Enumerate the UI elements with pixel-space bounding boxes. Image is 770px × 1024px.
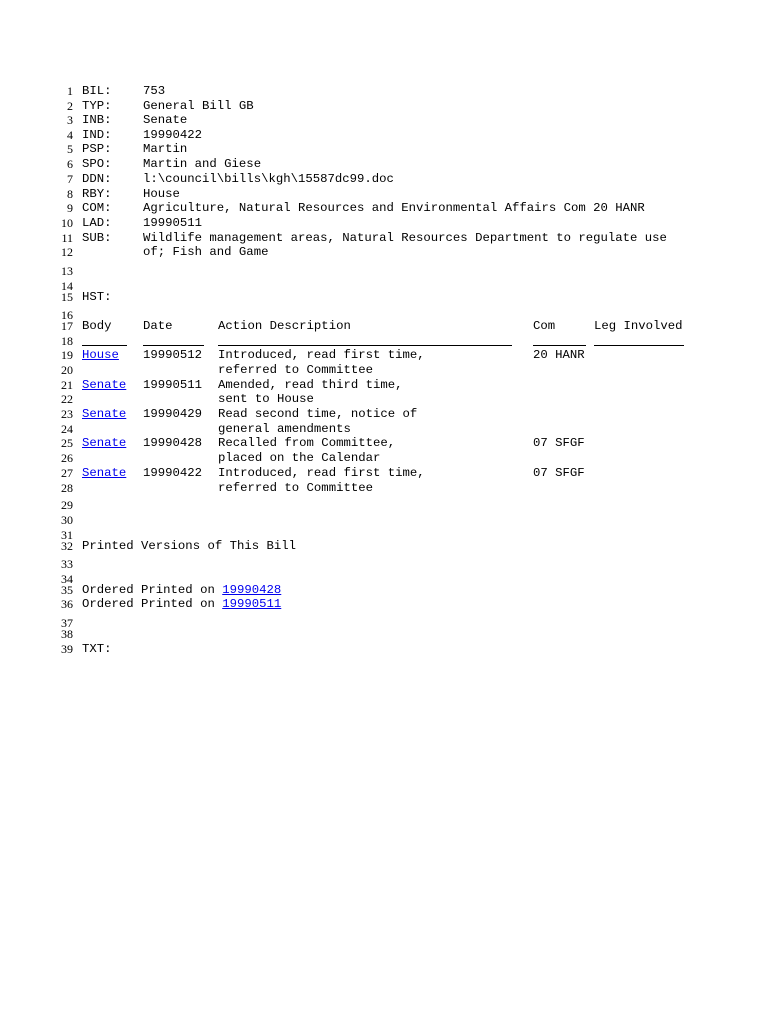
field-label: SPO:	[82, 157, 112, 171]
line-number: 27	[61, 466, 73, 480]
header-action: Action Description	[218, 319, 351, 333]
history-date: 19990428	[143, 436, 203, 450]
line-number: 9	[67, 201, 73, 215]
header-rule	[533, 345, 586, 346]
field-value: General Bill GB	[143, 99, 254, 113]
line-number: 34	[61, 572, 73, 586]
line-number: 20	[61, 363, 73, 377]
history-body-link[interactable]: Senate	[82, 407, 127, 421]
field-value: Senate	[143, 113, 188, 127]
line-number: 1	[67, 84, 73, 98]
history-com: 07 SFGF	[533, 436, 585, 450]
line-number: 31	[61, 528, 73, 542]
line-number: 13	[61, 264, 73, 278]
field-value: Martin	[143, 142, 188, 156]
field-value: 753	[143, 84, 166, 98]
field-value: l:\council\bills\kgh\15587dc99.doc	[143, 172, 394, 186]
field-value-continuation: of; Fish and Game	[143, 245, 269, 259]
history-label: HST:	[82, 290, 112, 304]
history-date: 19990511	[143, 378, 203, 392]
header-com: Com	[533, 319, 556, 333]
header-body: Body	[82, 319, 112, 333]
field-label: PSP:	[82, 142, 112, 156]
field-label: RBY:	[82, 187, 112, 201]
line-number: 28	[61, 481, 73, 495]
header-leg: Leg Involved	[594, 319, 683, 333]
history-action-continuation: referred to Committee	[218, 481, 373, 495]
field-value: Martin and Giese	[143, 157, 262, 171]
header-rule	[143, 345, 204, 346]
history-action: Read second time, notice of	[218, 407, 418, 421]
header-rule	[82, 345, 127, 346]
history-action-continuation: sent to House	[218, 392, 314, 406]
line-number: 39	[61, 642, 73, 656]
line-number: 23	[61, 407, 73, 421]
line-number: 35	[61, 583, 73, 597]
header-date: Date	[143, 319, 173, 333]
history-date: 19990512	[143, 348, 203, 362]
history-body-link[interactable]: Senate	[82, 466, 127, 480]
line-number: 10	[61, 216, 73, 230]
line-number: 4	[67, 128, 73, 142]
field-label: BIL:	[82, 84, 112, 98]
history-action-continuation: general amendments	[218, 422, 351, 436]
field-label: COM:	[82, 201, 112, 215]
printed-version-link[interactable]: 19990511	[222, 597, 282, 611]
line-number: 15	[61, 290, 73, 304]
line-number: 30	[61, 513, 73, 527]
field-label: LAD:	[82, 216, 112, 230]
field-value: 19990422	[143, 128, 203, 142]
printed-version-prefix: Ordered Printed on	[82, 597, 223, 611]
field-label: INB:	[82, 113, 112, 127]
line-number: 16	[61, 308, 73, 322]
history-action-continuation: referred to Committee	[218, 363, 373, 377]
printed-version-link[interactable]: 19990428	[222, 583, 282, 597]
line-number: 24	[61, 422, 73, 436]
line-number: 19	[61, 348, 73, 362]
history-body-link[interactable]: Senate	[82, 378, 127, 392]
line-number: 37	[61, 616, 73, 630]
history-action: Introduced, read first time,	[218, 466, 425, 480]
field-label: IND:	[82, 128, 112, 142]
field-label: DDN:	[82, 172, 112, 186]
line-number: 7	[67, 172, 73, 186]
field-value: 19990511	[143, 216, 203, 230]
history-action: Introduced, read first time,	[218, 348, 425, 362]
line-number: 21	[61, 378, 73, 392]
line-number: 38	[61, 627, 73, 641]
line-number: 11	[61, 231, 73, 245]
line-number: 29	[61, 498, 73, 512]
line-number: 32	[61, 539, 73, 553]
printed-versions-title: Printed Versions of This Bill	[82, 539, 297, 553]
printed-version-line	[82, 597, 281, 611]
printed-version-prefix: Ordered Printed on	[82, 583, 223, 597]
header-rule	[218, 345, 512, 346]
history-date: 19990422	[143, 466, 203, 480]
history-action: Recalled from Committee,	[218, 436, 396, 450]
text-label: TXT:	[82, 642, 112, 656]
line-number: 26	[61, 451, 73, 465]
line-number: 17	[61, 319, 73, 333]
field-label: SUB:	[82, 231, 112, 245]
line-number: 5	[67, 142, 73, 156]
field-value: Agriculture, Natural Resources and Environmental Affairs Com 20 HANR	[143, 201, 645, 215]
line-number: 6	[67, 157, 73, 171]
line-number: 3	[67, 113, 73, 127]
header-rule	[594, 345, 684, 346]
line-number: 22	[61, 392, 73, 406]
line-number: 14	[61, 279, 73, 293]
field-label: TYP:	[82, 99, 112, 113]
line-number: 2	[67, 99, 73, 113]
history-action: Amended, read third time,	[218, 378, 403, 392]
history-body-link[interactable]: House	[82, 348, 119, 362]
history-action-continuation: placed on the Calendar	[218, 451, 381, 465]
history-com: 07 SFGF	[533, 466, 585, 480]
line-number: 18	[61, 334, 73, 348]
field-value: House	[143, 187, 180, 201]
history-date: 19990429	[143, 407, 203, 421]
line-number: 8	[67, 187, 73, 201]
field-value: Wildlife management areas, Natural Resources Department to regulate use	[143, 231, 667, 245]
printed-version-line	[82, 583, 281, 597]
history-com: 20 HANR	[533, 348, 585, 362]
history-body-link[interactable]: Senate	[82, 436, 127, 450]
line-number: 12	[61, 245, 73, 259]
line-number: 25	[61, 436, 73, 450]
line-number: 36	[61, 597, 73, 611]
line-number: 33	[61, 557, 73, 571]
